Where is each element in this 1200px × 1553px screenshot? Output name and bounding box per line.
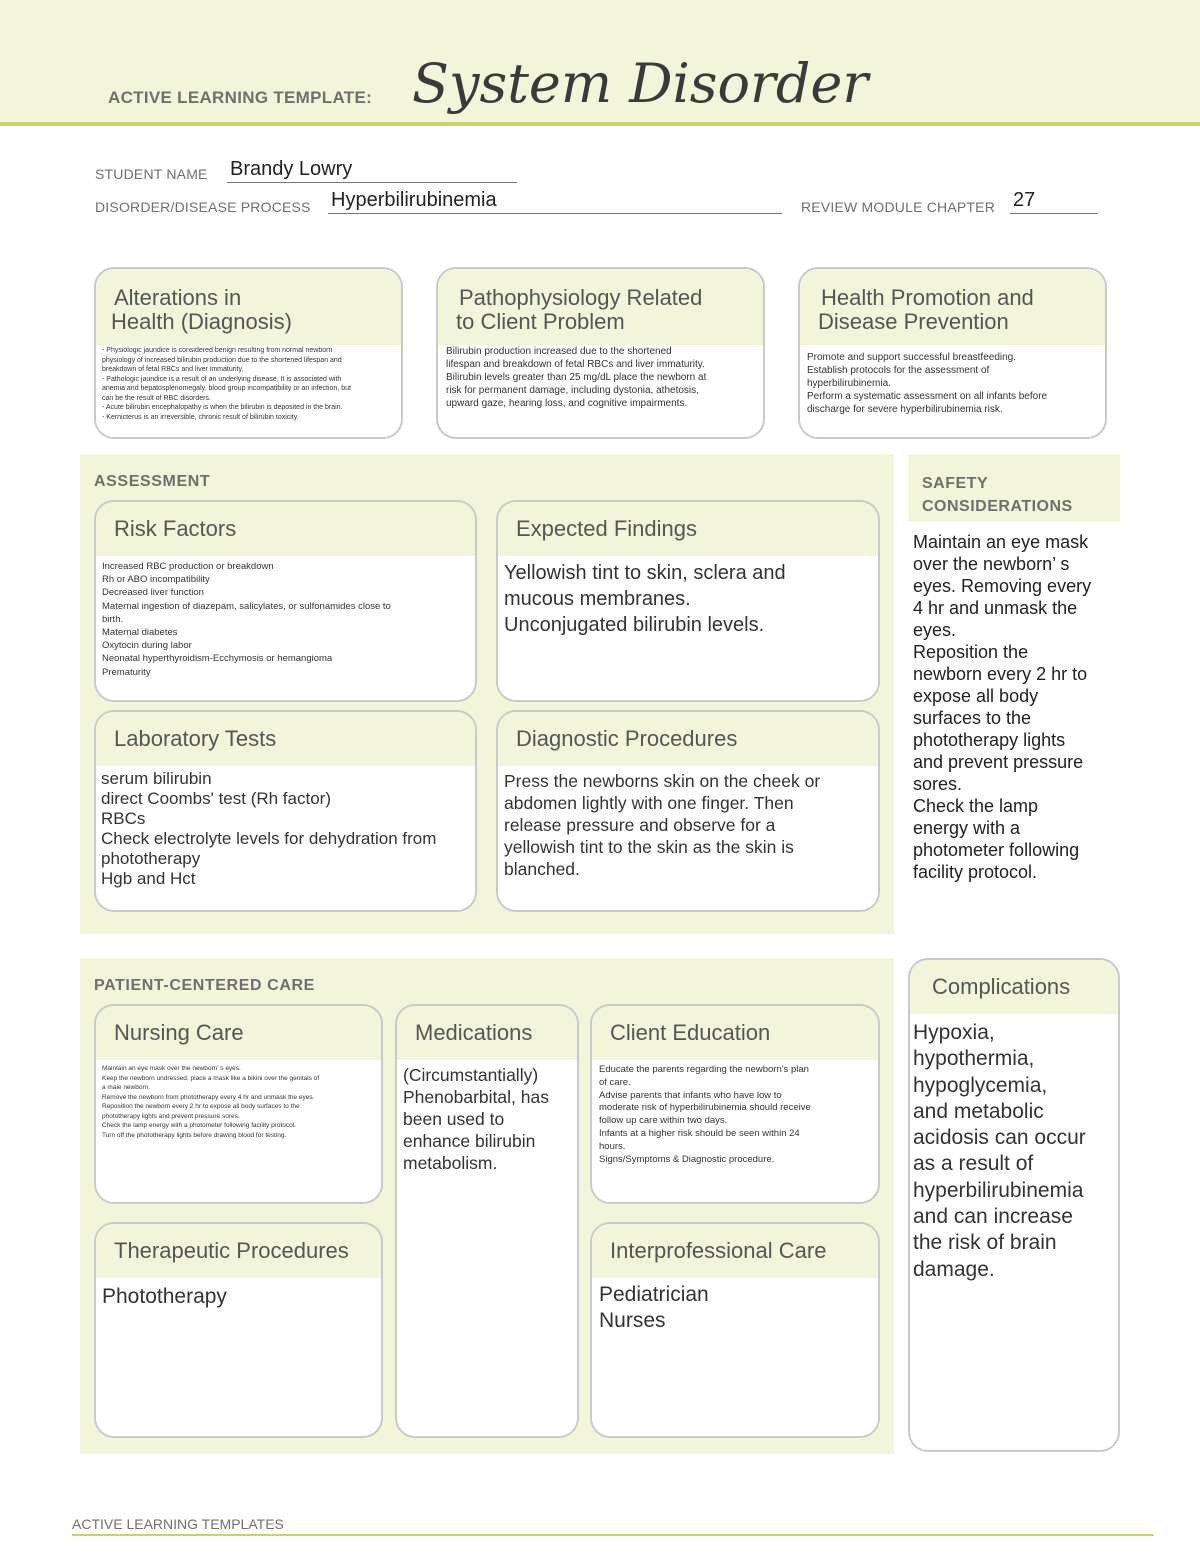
nursing-care-line: Maintain an eye mask over the newborn’ s eyes. [102, 1065, 241, 1072]
client-education-line: moderate risk of hyperbilirubinemia should receive [599, 1102, 811, 1114]
header-label: ACTIVE LEARNING TEMPLATE: [108, 88, 373, 107]
client-education-line: hours. [599, 1140, 626, 1152]
safety-line: and prevent pressure [913, 752, 1084, 772]
alterations-line: physiology of increased bilirubin production due to the shortened lifespan and [102, 356, 342, 364]
alterations-line: anemia and hepatosplenomegaly. blood group incompatibility or an infection, but [102, 385, 351, 392]
expected-findings-body [498, 556, 878, 642]
lab-test-item: Hgb and Hct [101, 869, 196, 888]
safety-line: facility protocol. [913, 862, 1038, 882]
nursing-care-line: Remove the newborn from phototherapy every 4 hr and unmask the eyes. [102, 1093, 315, 1101]
complication-line: hypothermia, [913, 1047, 1035, 1071]
safety-line: expose all body [913, 686, 1039, 706]
diagnostic-procedures-body [498, 766, 878, 884]
complication-line: acidosis can occur [913, 1126, 1086, 1150]
health-promotion-line: discharge for severe hyperbilirubinemia risk. [807, 404, 1003, 415]
safety-title [922, 472, 1073, 518]
complication-line: hyperbilirubinemia [913, 1178, 1084, 1202]
health-promotion-title-line2: Disease Prevention [818, 309, 1009, 334]
diagnostic-procedure-line: blanched. [504, 859, 580, 879]
student-name-label: STUDENT NAME [95, 166, 208, 182]
laboratory-tests-card [94, 710, 477, 912]
pathophysiology-line: risk for permanent damage, including dystonia, athetosis, [446, 385, 699, 396]
diagnostic-procedure-line: abdomen lightly with one finger. Then [504, 793, 794, 813]
footer-divider [72, 1534, 1154, 1536]
student-name-field[interactable]: Brandy Lowry [227, 157, 517, 183]
alterations-line: can be the result of RBC disorders. [102, 394, 211, 402]
diagnostic-procedure-line: yellowish tint to the skin as the skin is [504, 837, 794, 857]
client-education-line: of care. [599, 1076, 631, 1088]
expected-findings-card [496, 500, 880, 702]
health-promotion-header [800, 269, 1105, 345]
complication-line: and metabolic [913, 1099, 1044, 1123]
nursing-care-header: Nursing Care [96, 1006, 381, 1060]
complication-line: Hypoxia, [913, 1021, 995, 1044]
nursing-care-line: phototherapy lights and prevent pressure sores. [102, 1112, 240, 1120]
medications-header: Medications [397, 1006, 577, 1060]
pathophysiology-line: Bilirubin levels greater than 25 mg/dL place the newborn at [446, 372, 707, 383]
safety-line: sores. [913, 774, 963, 794]
expected-finding-item: mucous membranes. [504, 588, 691, 610]
client-education-body [592, 1060, 878, 1170]
risk-factor-item: Maternal diabetes [102, 627, 178, 639]
therapeutic-procedures-header: Therapeutic Procedures [96, 1224, 381, 1278]
chapter-label: REVIEW MODULE CHAPTER [801, 199, 995, 215]
risk-factor-item: birth. [102, 613, 124, 625]
interprofessional-care-body [592, 1278, 878, 1338]
patient-care-title: PATIENT-CENTERED CARE [94, 977, 315, 994]
therapeutic-procedures-body [96, 1278, 381, 1316]
safety-line: newborn every 2 hr to [913, 664, 1088, 684]
medications-body [397, 1060, 577, 1178]
client-education-line: follow up care within two days. [599, 1115, 728, 1127]
nursing-care-line: Turn off the phototherapy lights before drawing blood for testing. [102, 1131, 287, 1139]
medication-line: Phenobarbital, has [403, 1087, 549, 1107]
risk-factor-item: Increased RBC production or breakdown [102, 561, 274, 572]
lab-test-item: Check electrolyte levels for dehydration from [101, 829, 437, 848]
medication-line: metabolism. [403, 1153, 498, 1173]
pathophysiology-line: lifespan and breakdown of fetal RBCs and liver immaturity. [446, 359, 705, 370]
expected-finding-item: Yellowish tint to skin, sclera and [504, 562, 786, 584]
medication-line: been used to [403, 1109, 505, 1129]
health-promotion-card [798, 267, 1107, 439]
chapter-field[interactable]: 27 [1010, 188, 1098, 214]
pathophysiology-body [438, 345, 763, 410]
risk-factor-item: Maternal ingestion of diazepam, salicylates, or sulfonamides close to [102, 600, 391, 612]
assessment-title: ASSESSMENT [94, 473, 211, 490]
client-education-line: Infants at a higher risk should be seen within 24 [599, 1127, 800, 1139]
alterations-title-line2: Health (Diagnosis) [111, 309, 292, 334]
safety-line: phototherapy lights [913, 730, 1066, 750]
alterations-line: - Acute bilirubin encephalopathy is when the bilirubin is deposited in the brain. [102, 404, 343, 411]
header-divider [0, 122, 1200, 126]
complications-body [910, 1014, 1118, 1289]
client-education-header: Client Education [592, 1006, 878, 1060]
laboratory-tests-header: Laboratory Tests [96, 712, 475, 766]
nursing-care-line: Keep the newborn undressed. place a mask like a bikini over the genitals of [102, 1074, 320, 1082]
safety-line: eyes. Removing every [913, 576, 1092, 596]
nursing-care-line: Reposition the newborn every 2 hr to expose all body surfaces to the [102, 1103, 300, 1110]
complication-line: damage. [913, 1257, 995, 1281]
interprofessional-care-item: Nurses [599, 1309, 666, 1332]
complications-card [908, 958, 1120, 1452]
interprofessional-care-header: Interprofessional Care [592, 1224, 878, 1278]
therapeutic-procedure-item: Phototherapy [102, 1285, 227, 1308]
alterations-line: - Physiologic jaundice is considered benign resulting from normal newborn [102, 347, 333, 354]
lab-test-item: phototherapy [101, 849, 201, 868]
therapeutic-procedures-card [94, 1222, 383, 1438]
expected-finding-item: Unconjugated bilirubin levels. [504, 614, 765, 636]
health-promotion-line: Establish protocols for the assessment of [807, 365, 990, 376]
risk-factor-item: Prematurity [102, 666, 151, 678]
safety-line: 4 hr and unmask the [913, 598, 1078, 618]
client-education-line: Advise parents that infants who have low to [599, 1089, 782, 1101]
diagnostic-procedures-header: Diagnostic Procedures [498, 712, 878, 766]
complication-line: and can increase [913, 1205, 1073, 1229]
health-promotion-line: Promote and support successful breastfeeding. [807, 352, 1017, 363]
safety-title-line2: CONSIDERATIONS [922, 498, 1073, 515]
safety-line: surfaces to the [913, 708, 1032, 728]
safety-line: photometer following [913, 840, 1080, 860]
safety-line: Check the lamp [913, 796, 1039, 816]
risk-factors-header: Risk Factors [96, 502, 475, 556]
pathophysiology-title-line2: to Client Problem [456, 309, 625, 334]
safety-line: Maintain an eye mask [913, 532, 1089, 552]
health-promotion-body [800, 345, 1105, 422]
nursing-care-line: a male newborn. [102, 1084, 151, 1091]
complication-line: as a result of [913, 1152, 1034, 1176]
footer-text: ACTIVE LEARNING TEMPLATES [72, 1516, 284, 1532]
expected-findings-header: Expected Findings [498, 502, 878, 556]
medication-line: (Circumstantially) [403, 1065, 539, 1085]
pathophysiology-line: Bilirubin production increased due to the shortened [446, 346, 672, 357]
safety-line: eyes. [913, 620, 957, 640]
diagnostic-procedures-card [496, 710, 880, 912]
lab-test-item: direct Coombs' test (Rh factor) [101, 789, 331, 808]
safety-line: energy with a [913, 818, 1021, 838]
health-promotion-line: hyperbilirubinemia. [807, 378, 891, 389]
client-education-line: Educate the parents regarding the newborn's plan [599, 1064, 809, 1075]
safety-line: Reposition the [913, 642, 1029, 662]
medication-line: enhance bilirubin [403, 1131, 536, 1151]
interprofessional-care-item: Pediatrician [599, 1283, 709, 1306]
risk-factor-item: Decreased liver function [102, 587, 204, 599]
diagnostic-procedure-line: release pressure and observe for a [504, 815, 776, 835]
pathophysiology-title-line1: Pathophysiology Related [459, 285, 703, 310]
alterations-line: - Kernicterus is an irreversible, chronic result of bilirubin toxicity. [102, 413, 299, 421]
laboratory-tests-body [96, 766, 475, 892]
risk-factor-item: Rh or ABO incompatibility [102, 574, 210, 586]
alterations-line: breakdown of fetal RBCs and liver immaturity. [102, 366, 244, 373]
alterations-header [96, 269, 401, 345]
client-education-card [590, 1004, 880, 1204]
pathophysiology-header [438, 269, 763, 345]
safety-line: over the newborn’ s [913, 554, 1070, 574]
complications-header: Complications [910, 960, 1118, 1014]
interprofessional-care-card [590, 1222, 880, 1438]
nursing-care-card [94, 1004, 383, 1204]
complication-line: hypoglycemia, [913, 1073, 1048, 1097]
safety-body [913, 531, 1109, 883]
health-promotion-title-line1: Health Promotion and [821, 285, 1034, 310]
nursing-care-line: Check the lamp energy with a photometer following facility protocol. [102, 1122, 297, 1129]
safety-title-line1: SAFETY [922, 475, 989, 492]
alterations-body [96, 345, 401, 423]
risk-factors-card [94, 500, 477, 702]
alterations-card [94, 267, 403, 439]
health-promotion-line: Perform a systematic assessment on all infants before [807, 391, 1048, 402]
disorder-label: DISORDER/DISEASE PROCESS [95, 199, 311, 215]
medications-card [395, 1004, 579, 1438]
nursing-care-body [96, 1060, 381, 1144]
diagnostic-procedure-line: Press the newborns skin on the cheek or [504, 771, 821, 791]
risk-factors-body [96, 556, 475, 683]
alterations-line: - Pathologic jaundice is a result of an underlying disease. It is associated with [102, 375, 342, 383]
page-title: System Disorder [412, 52, 869, 115]
alterations-title-line1: Alterations in [114, 285, 242, 310]
risk-factor-item: Oxytocin during labor [102, 640, 192, 652]
pathophysiology-card [436, 267, 765, 439]
lab-test-item: serum bilirubin [101, 769, 212, 788]
client-education-line: Signs/Symptoms & Diagnostic procedure. [599, 1153, 775, 1165]
disorder-field[interactable]: Hyperbilirubinemia [328, 188, 782, 214]
complication-line: the risk of brain [913, 1231, 1057, 1255]
lab-test-item: RBCs [101, 809, 146, 828]
risk-factor-item: Neonatal hyperthyroidism-Ecchymosis or hemangioma [102, 653, 333, 665]
pathophysiology-line: upward gaze, hearing loss, and cognitive impairments. [446, 398, 688, 409]
